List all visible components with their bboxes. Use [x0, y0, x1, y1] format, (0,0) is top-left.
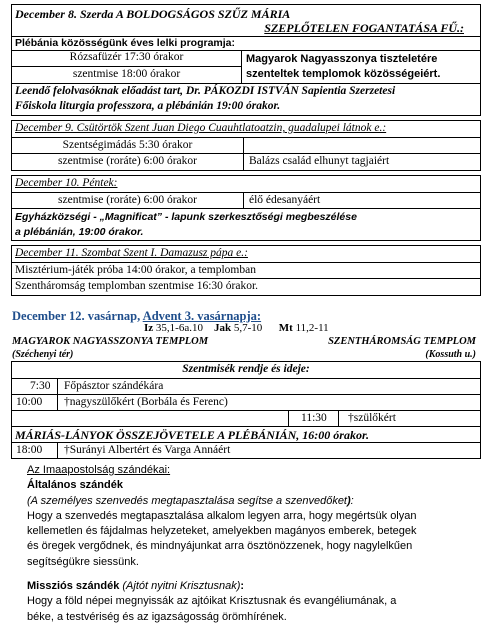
reading2-book: Jak	[213, 322, 232, 334]
dec8-program-rows	[12, 50, 480, 83]
sunday-title-plain: December 12. vasárnap,	[12, 309, 143, 323]
dec11-box	[11, 245, 481, 296]
dec9-box	[11, 120, 481, 171]
schedule-row-2	[12, 394, 480, 410]
schedule-intention-1: Főpásztor szándékára	[64, 380, 164, 392]
schedule-time-4: 18:00	[16, 444, 43, 456]
prayer-heading: Az Imaapostolság szándékai:	[27, 464, 171, 476]
church-right-place: (Kossuth u.)	[425, 349, 476, 360]
reading3-ref: 11,2-11	[295, 322, 329, 334]
mission-heading: Missziós szándék	[27, 580, 120, 593]
church-left-place: (Széchenyi tér)	[12, 349, 74, 360]
dec10-intention: élő édesanyáért	[249, 194, 321, 206]
general-line-2: kellemetlen és fájdalmas helyzeteket, amelyekben magányos emberek, betegek	[27, 525, 417, 538]
dec8-title-line1: December 8. Szerda A BOLDOGSÁGOS SZŰZ MÁRIA	[15, 7, 291, 21]
schedule-heading: Szentmisék rendje és ideje:	[182, 363, 310, 375]
youth-meeting: MÁRIÁS-LÁNYOK ÖSSZEJÖVETELE A PLÉBÁNIÁN, 16:00 órakor.	[15, 428, 369, 442]
dec11-rehearsal: Misztérium-játék próba 14:00 órakor, a templomban	[15, 264, 256, 276]
mission-line-1: Hogy a föld népei megnyissák az ajtóikat Krisztusnak és evangéliumának, a	[27, 595, 397, 608]
reading1-ref: 35,1-6a.10	[155, 322, 203, 334]
dec9-confession: Szentségimádás 5:30 órakor	[62, 139, 193, 151]
dec10-editorial-line1: Egyházközségi - „Magnificat” - lapunk szerkesztőségi megbeszélése	[15, 211, 357, 223]
schedule-row-3	[12, 410, 480, 426]
church-right-name: SZENTHÁROMSÁG TEMPLOM	[328, 336, 476, 347]
general-line-4: segítségükre siessünk.	[27, 555, 139, 568]
dec9-intention: Balázs család elhunyt tagjaiért	[249, 155, 390, 167]
mission-line-2: béke, a testvériség és az igazságosság örömhírének.	[27, 610, 287, 623]
general-line-1: Hogy a szenvedés megtapasztalása alkalom legyen arra, hogy megértsük olyan	[27, 509, 417, 522]
dec8-box	[11, 4, 481, 116]
sunday-schedule-box	[11, 361, 481, 459]
dec8-lecture-line1: Leendő felolvasóknak előadást tart, Dr. PÁKOZDI ISTVÁN Sapientia Szerzetesi	[15, 85, 396, 97]
reading2-ref: 5,7-10	[233, 322, 263, 334]
dec9-title: December 9. Csütörtök Szent Juan Diego Cuauhtlatoatzin, guadalupei látnok e.:	[15, 122, 387, 134]
dec8-rosary: Rózsafüzér 17:30 órakor	[69, 51, 184, 63]
schedule-time-2: 10:00	[16, 396, 43, 408]
prayer-section	[27, 463, 482, 625]
reading1-book: Iz	[144, 322, 154, 334]
schedule-intention-3: †szülőkért	[348, 412, 396, 424]
general-subtitle: (A személyes szenvedés megtapasztalása segítse a szenvedőket):	[27, 494, 354, 507]
dec10-mass: szentmise (roráte) 6:00 órakor	[58, 194, 197, 206]
schedule-time-3: 11:30	[301, 412, 327, 424]
dec8-mass: szentmise 18:00 órakor	[72, 68, 181, 80]
general-heading: Általános szándék	[27, 479, 123, 492]
dec8-intention-line2: szenteltek templomok közösségeiért.	[246, 68, 441, 80]
dec8-program-heading: Plébánia közösségünk éves lelki programja:	[15, 37, 236, 49]
schedule-intention-4: †Surányi Albertért és Varga Annáért	[64, 444, 231, 456]
dec10-box	[11, 175, 481, 241]
schedule-time-1: 7:30	[30, 380, 51, 392]
schedule-row-1	[12, 378, 480, 394]
general-subtitle-italic: A személyes szenvedés megtapasztalása segítse a szenvedőket	[30, 494, 347, 507]
dec10-title: December 10. Péntek:	[15, 177, 118, 189]
reading3-book: Mt	[278, 322, 293, 334]
dec8-intention-line1: Magyarok Nagyasszonya tiszteletére	[246, 53, 438, 65]
dec8-lecture-line2: Főiskola liturgia professzora, a plébánián 19:00 órakor.	[15, 100, 281, 112]
dec8-title-line2: SZEPLŐTELEN FOGANTATÁSA FŰ.:	[264, 21, 464, 35]
dec11-mass: Szentháromság templomban szentmise 16:30 órakor.	[15, 280, 259, 292]
sunday-readings	[144, 322, 329, 334]
dec8-program-heading-row	[12, 36, 480, 50]
mission-subtitle: (Ajtót nyitni Krisztusnak)	[122, 580, 241, 593]
general-line-3: és öregek vergődnek, és mindnyájunkat arra ösztönözzenek, hogy nagylelkűen	[27, 540, 413, 553]
schedule-row-4	[12, 442, 480, 458]
dec8-header	[12, 5, 480, 36]
dec9-mass: szentmise (roráte) 6:00 órakor	[58, 155, 197, 167]
dec8-lecture-row	[12, 83, 480, 115]
dec10-editorial-line2: a plébánián, 19:00 órakor.	[15, 226, 144, 238]
mission-heading-line: Missziós szándék (Ajtót nyitni Krisztusnak):	[27, 580, 245, 593]
sunday-title-underlined: Advent 3. vasárnapja:	[142, 309, 262, 323]
schedule-intention-2: †nagyszülőkért (Borbála és Ferenc)	[64, 396, 228, 408]
dec11-title: December 11. Szombat Szent I. Damazusz pápa e.:	[15, 247, 248, 259]
church-left-name: MAGYAROK NAGYASSZONYA TEMPLOM	[12, 336, 209, 347]
